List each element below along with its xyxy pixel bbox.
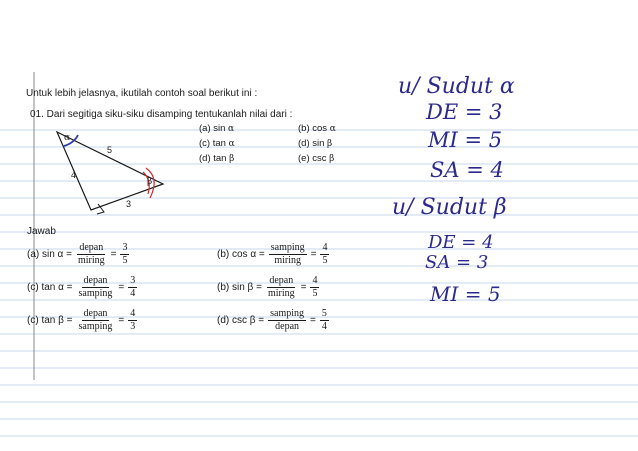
answer-lhs: (a) sin α = — [27, 248, 72, 260]
answer-row: (c) tan α = $\frac{\text{depan}}{\text{samping}}$ = $\frac{3}{4}$ — [27, 274, 136, 299]
answer-lhs: (c) tan β = — [27, 314, 73, 326]
value-fraction: $\frac{4}{3}$ — [130, 307, 136, 332]
option-d-tan: (d) tan β — [199, 153, 235, 164]
answer-lhs: (b) sin β = — [217, 281, 262, 293]
value-fraction: $\frac{4}{5}$ — [322, 241, 328, 266]
answer-row: (d) csc β = $\frac{\text{samping}}{\text{depan}}$ = $\frac{5}{4}$ — [217, 307, 327, 332]
angle-beta-label: β — [147, 177, 153, 187]
word-fraction: $\frac{\text{depan}}{\text{miring}}$ — [267, 274, 295, 299]
value-fraction: $\frac{3}{4}$ — [130, 274, 136, 299]
question-text: 01. Dari segitiga siku-siku disamping tentukanlah nilai dari : — [30, 109, 293, 120]
option-e: (e) csc β — [298, 153, 335, 164]
answer-row: (b) cos α = $\frac{\text{samping}}{\text{miring}}$ = $\frac{4}{5}$ — [217, 241, 328, 266]
word-fraction: $\frac{\text{depan}}{\text{miring}}$ — [77, 241, 105, 266]
answer-row: (c) tan β = $\frac{\text{depan}}{\text{samping}}$ = $\frac{4}{3}$ — [27, 307, 136, 332]
angle-alpha-label: α — [64, 133, 71, 143]
option-b: (b) cos α — [298, 123, 336, 134]
handwriting-sudut-beta: u/ Sudut β — [392, 195, 507, 220]
handwriting-mi-5-second: MI = 5 — [430, 282, 501, 306]
value-fraction: $\frac{5}{4}$ — [321, 307, 327, 332]
handwriting-mi-5: MI = 5 — [428, 128, 503, 152]
side-left-label: 4 — [71, 170, 77, 180]
handwriting-sudut-alpha: u/ Sudut α — [398, 74, 515, 99]
intro-text: Untuk lebih jelasnya, ikutilah contoh soal berikut ini : — [26, 88, 258, 99]
answer-row: (a) sin α = $\frac{\text{depan}}{\text{miring}}$ = $\frac{3}{5}$ — [27, 241, 128, 266]
answer-lhs: (d) csc β = — [217, 314, 265, 326]
answer-lhs: (c) tan α = — [27, 281, 73, 293]
option-c: (c) tan α — [199, 138, 235, 149]
option-d-sin: (d) sin β — [298, 138, 333, 149]
word-fraction: $\frac{\text{depan}}{\text{samping}}$ — [78, 307, 113, 332]
word-fraction: $\frac{\text{samping}}{\text{miring}}$ — [270, 241, 305, 266]
value-fraction: $\frac{3}{5}$ — [122, 241, 128, 266]
handwriting-de-4: DE = 4 — [428, 232, 494, 253]
side-hypotenuse-label: 5 — [107, 145, 113, 155]
jawab-heading: Jawab — [27, 226, 56, 237]
value-fraction: $\frac{4}{5}$ — [312, 274, 318, 299]
word-fraction: $\frac{\text{samping}}{\text{depan}}$ — [270, 307, 305, 332]
option-a: (a) sin α — [199, 123, 235, 134]
handwriting-de-3: DE = 3 — [426, 100, 503, 124]
handwriting-sa-3: SA = 3 — [425, 252, 489, 273]
answer-row: (b) sin β = $\frac{\text{depan}}{\text{miring}}$ = $\frac{4}{5}$ — [217, 274, 318, 299]
side-bottom-label: 3 — [126, 199, 132, 209]
handwriting-sa-4: SA = 4 — [430, 158, 504, 182]
answer-lhs: (b) cos α = — [217, 248, 265, 260]
word-fraction: $\frac{\text{depan}}{\text{samping}}$ — [78, 274, 113, 299]
